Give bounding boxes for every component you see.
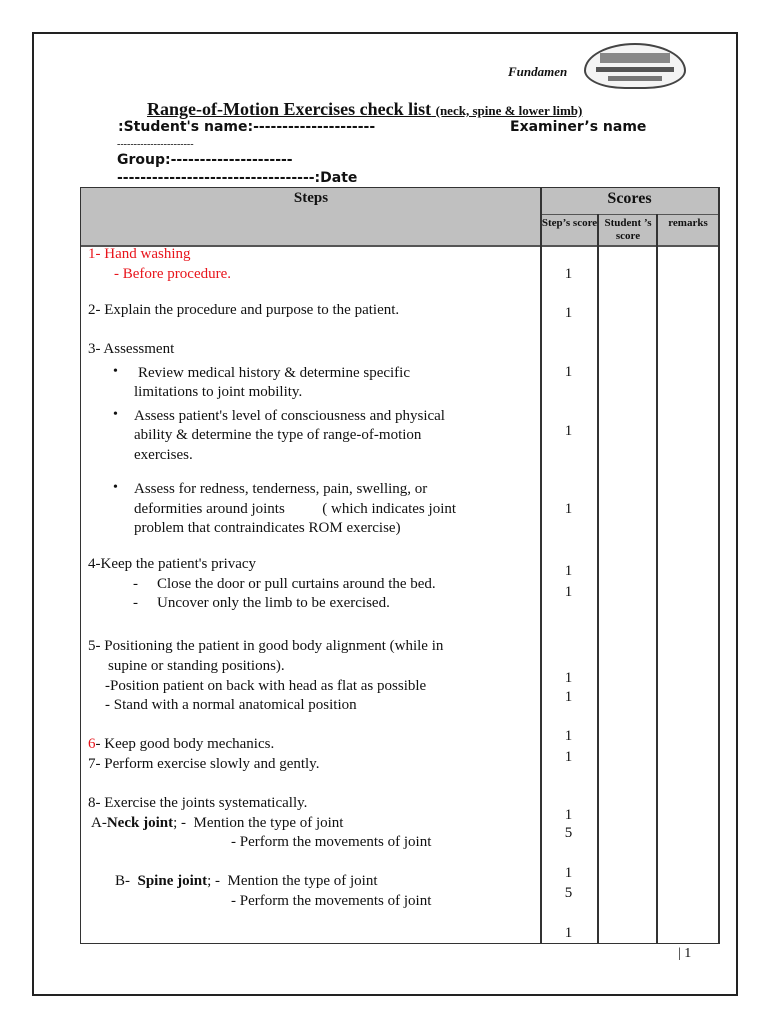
joint-name: Spine joint [137, 873, 208, 889]
step-score: 1 [564, 305, 573, 321]
student-name-field[interactable]: :Student's name:--------------------- [118, 119, 376, 135]
step-score: 1 [564, 728, 573, 744]
step-6-number: 6 [88, 736, 96, 752]
dash: - [133, 576, 138, 592]
step-6 [88, 735, 274, 753]
header-divider [541, 214, 718, 215]
step-3b-cont: ability & determine the type of range-of-motion [134, 427, 422, 443]
step-8a [91, 814, 343, 832]
column-divider [597, 214, 599, 943]
step-5: 5- Positioning the patient in good body alignment (while in [88, 638, 444, 654]
label: ; - Mention the type of joint [173, 815, 344, 831]
step-3c-cont: deformities around joints ( which indicates joint [134, 501, 457, 517]
step-1: 1- Hand washing [88, 246, 191, 262]
page-number: | 1 [678, 946, 692, 961]
step-score: 1 [564, 423, 573, 439]
label: ; - Mention the type of joint [207, 873, 378, 889]
step-score: 1 [564, 364, 573, 380]
step-score: 5 [564, 825, 573, 841]
step-4b: Uncover only the limb to be exercised. [157, 595, 390, 611]
step-score: 1 [564, 749, 573, 765]
remarks-header: remarks [668, 217, 708, 229]
step-3c-cont: problem that contraindicates ROM exercise) [134, 520, 401, 536]
step-score-header: Step’s score [541, 217, 598, 229]
step-5-cont: supine or standing positions). [108, 658, 285, 674]
step-score: 1 [564, 925, 573, 941]
step-score: 1 [564, 807, 573, 823]
step-3: 3- Assessment [88, 341, 175, 357]
student-score-header: Student ’s score [604, 217, 652, 242]
step-score: 1 [564, 584, 573, 600]
bullet-icon: • [113, 480, 118, 495]
step-7: 7- Perform exercise slowly and gently. [88, 756, 320, 772]
step-3a-cont: limitations to joint mobility. [134, 384, 303, 400]
label: B- [115, 873, 138, 889]
page-title [147, 99, 582, 120]
group-field[interactable]: Group:--------------------- [117, 152, 293, 168]
label: A- [91, 815, 107, 831]
step-score: 1 [564, 689, 573, 705]
bullet-icon: • [113, 407, 118, 422]
step-8b-cont: - Perform the movements of joint [231, 893, 432, 909]
running-header: Fundamen [508, 64, 568, 79]
column-divider [656, 214, 658, 943]
step-score: 1 [564, 563, 573, 579]
step-3b: Assess patient's level of consciousness and physical [134, 408, 445, 424]
step-1a: - Before procedure. [114, 266, 232, 282]
step-3b-cont: exercises. [134, 447, 193, 463]
dash: - [133, 595, 138, 611]
step-3a: Review medical history & determine specific [138, 365, 410, 381]
step-6-text: - Keep good body mechanics. [95, 736, 275, 752]
bullet-icon: • [113, 364, 118, 379]
date-field[interactable]: ----------------------------------:Date [117, 170, 358, 186]
step-8: 8- Exercise the joints systematically. [88, 795, 308, 811]
step-score: 1 [564, 865, 573, 881]
step-score: 1 [564, 501, 573, 517]
step-score: 5 [564, 885, 573, 901]
scores-header: Scores [607, 190, 652, 207]
title-sub: (neck, spine & lower limb) [435, 103, 583, 118]
step-5a: -Position patient on back with head as flat as possible [105, 678, 427, 694]
examiner-name-field[interactable]: Examiner’s name [510, 119, 647, 135]
steps-header: Steps [293, 190, 329, 206]
title-main: Range-of-Motion Exercises check list [147, 99, 432, 119]
step-score: 1 [564, 266, 573, 282]
step-5b: - Stand with a normal anatomical position [105, 697, 357, 713]
university-logo-icon [584, 43, 686, 89]
examiner-name-line: ----------------------- [117, 139, 194, 150]
step-8b [115, 872, 378, 890]
step-2: 2- Explain the procedure and purpose to the patient. [88, 302, 400, 318]
step-score: 1 [564, 670, 573, 686]
step-8a-cont: - Perform the movements of joint [231, 834, 432, 850]
step-4: 4-Keep the patient's privacy [88, 556, 257, 572]
step-3c: Assess for redness, tenderness, pain, swelling, or [134, 481, 428, 497]
step-4a: Close the door or pull curtains around the bed. [157, 576, 436, 592]
joint-name: Neck joint [106, 815, 174, 831]
